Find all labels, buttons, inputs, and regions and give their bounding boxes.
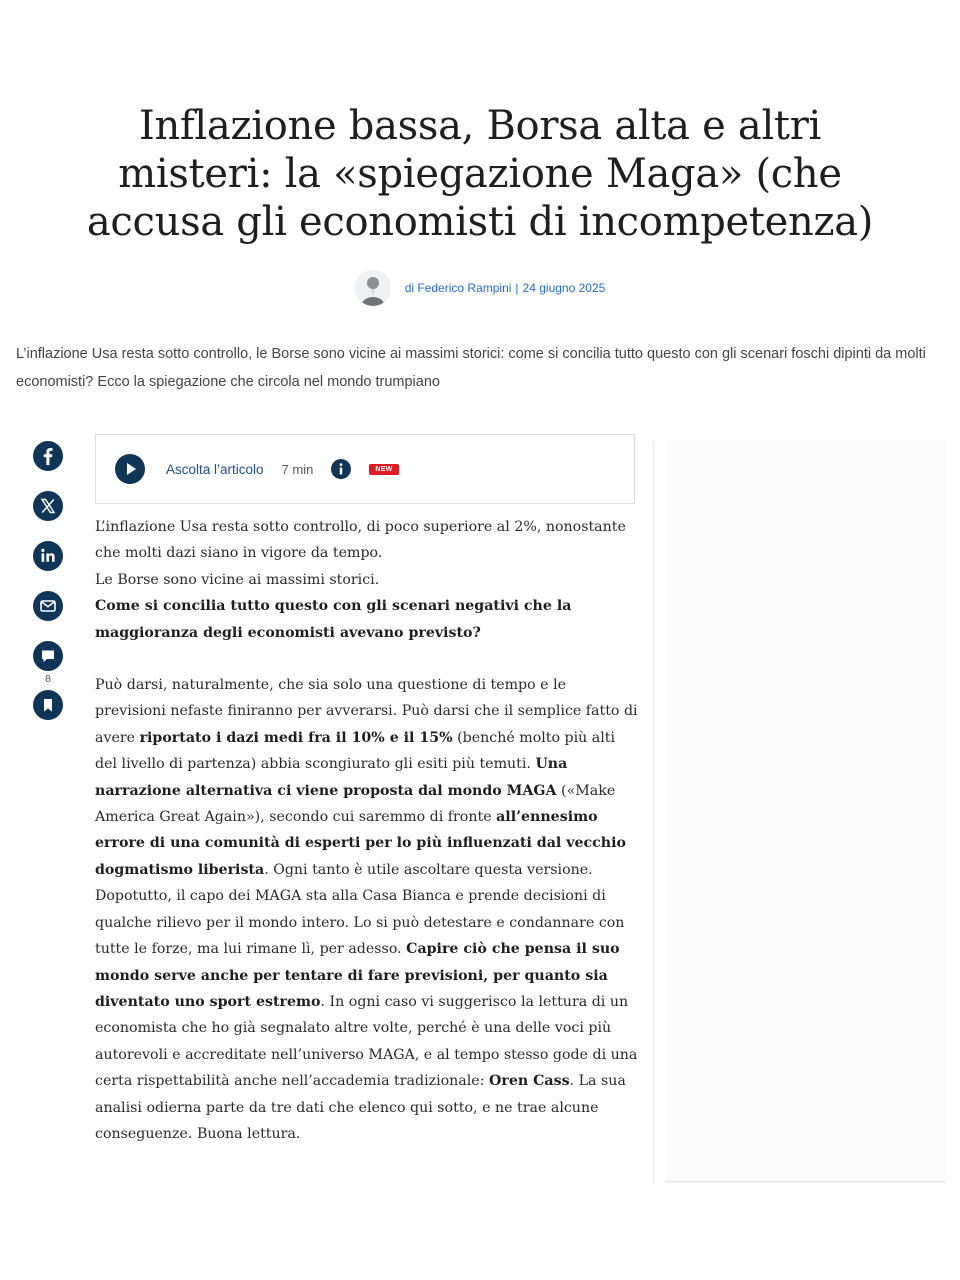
new-badge: NEW	[369, 464, 398, 475]
main-paragraph	[95, 672, 640, 1147]
author-name[interactable]: Federico Rampini	[417, 281, 512, 295]
comments-button[interactable]	[32, 640, 64, 672]
listen-article-label[interactable]: Ascolta l’articolo	[166, 461, 264, 477]
intro-question: Come si concilia tutto questo con gli scenari negativi che la maggioranza degli economisti avevano previsto?	[95, 598, 572, 641]
x-share-button[interactable]	[32, 490, 64, 522]
bold-run: all’ennesimo errore di una comunità di esperti per lo più influenzati dal vecchio dogmatismo liberista	[95, 809, 626, 878]
play-button[interactable]	[114, 453, 146, 485]
bold-run: Una narrazione alternativa ci viene proposta dal mondo MAGA	[95, 756, 568, 799]
bookmark-button[interactable]	[32, 689, 64, 721]
comments-count: 8	[45, 674, 51, 685]
intro-sentence-2: Le Borse sono vicine ai massimi storici.	[95, 571, 380, 588]
text-run: Può darsi, naturalmente, che sia solo una questione di tempo e le previsioni nefaste finiranno per avverarsi. Può darsi che il semplice fatto di avere	[95, 677, 638, 746]
audio-duration: 7 min	[281, 461, 314, 477]
facebook-icon	[33, 441, 63, 471]
linkedin-share-button[interactable]	[32, 540, 64, 572]
text-run: (benché molto più alti del livello di partenza) abbia scongiurato gli esiti più temuti.	[95, 729, 616, 773]
article-title: Inflazione bassa, Borsa alta e altri misteri: la «spiegazione Maga» (che accusa gli economisti di incompetenza)	[86, 103, 874, 245]
audio-player	[95, 434, 635, 504]
intro-sentence-1: L’inflazione Usa resta sotto controllo, di poco superiore al 2%, nonostante che molti dazi siano in vigore da tempo.	[95, 519, 626, 562]
text-run: . La sua analisi odierna parte da tre dati che elenco qui sotto, e ne trae alcune conseguenze. Buona lettura.	[95, 1073, 626, 1142]
linkedin-icon	[33, 541, 63, 571]
comment-icon	[33, 641, 63, 671]
bold-run: Capire ciò che pensa il suo mondo serve anche per tentare di fare previsioni, per quanto sia diventato uno sport estremo	[95, 941, 620, 1010]
text-run: («Make America Great Again»), secondo cui saremmo di fronte	[95, 782, 616, 826]
author-avatar[interactable]	[355, 270, 391, 306]
facebook-share-button[interactable]	[32, 440, 64, 472]
bookmark-icon	[33, 690, 63, 720]
play-icon	[115, 454, 145, 484]
byline-separator: |	[515, 281, 519, 295]
info-button[interactable]	[331, 459, 351, 479]
article-body	[95, 514, 640, 1147]
bold-run: riportato i dazi medi fra il 10% e il 15%	[139, 729, 453, 746]
info-icon	[331, 459, 351, 479]
byline-prefix: di	[404, 281, 415, 295]
column-divider	[653, 442, 654, 1184]
sidebar-bottom-rule	[666, 1181, 946, 1182]
sidebar-ad-placeholder	[666, 440, 946, 1184]
publish-date: 24 giugno 2025	[522, 281, 606, 295]
text-run: . Ogni tanto è utile ascoltare questa versione. Dopotutto, il capo dei MAGA sta alla Casa Bianca e prende decisioni di qualche rilievo per il mondo intero. Lo si può detestare e condannare con tutte le forze, ma lui rimane lì, per adesso.	[95, 861, 625, 958]
intro-paragraph	[95, 514, 640, 646]
byline	[0, 268, 960, 308]
x-icon	[33, 491, 63, 521]
email-share-button[interactable]	[32, 590, 64, 622]
bold-run: Oren Cass	[488, 1073, 570, 1090]
article-summary: L’inflazione Usa resta sotto controllo, le Borse sono vicine ai massimi storici: come si concilia tutto questo con gli scenari foschi dipinti da molti economisti? Ecco la spiegazione che circola nel mondo trumpiano	[16, 346, 926, 390]
social-share-bar	[32, 440, 64, 739]
text-run: . In ogni caso vi suggerisco la lettura di un economista che ho già segnalato altre volte, perché è una delle voci più autorevoli e accreditate nell’universo MAGA, e al tempo stesso gode di una certa rispettabilità anche nell’accademia tradizionale:	[95, 993, 638, 1090]
email-icon	[33, 591, 63, 621]
